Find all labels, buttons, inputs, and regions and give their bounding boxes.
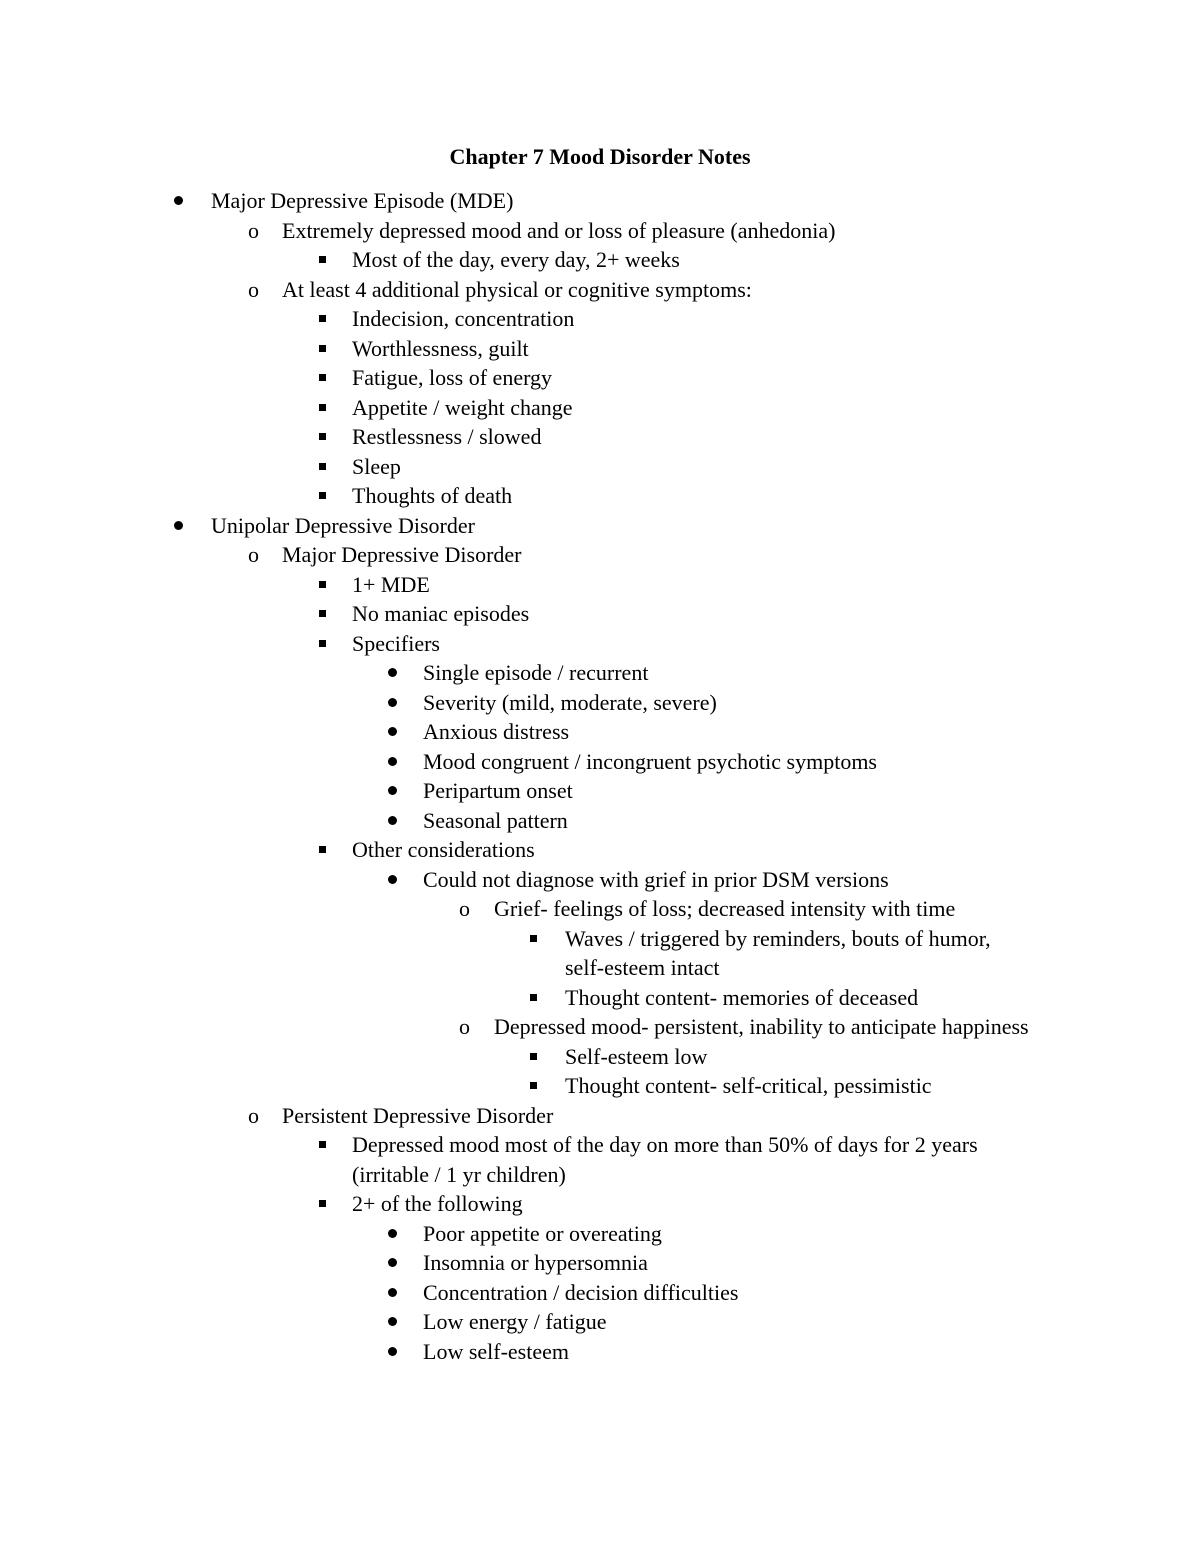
list-item: [0, 629, 1200, 659]
disc-bullet-icon: [174, 186, 183, 216]
disc-bullet-icon: [388, 1307, 397, 1337]
square-bullet-icon: [319, 599, 326, 629]
list-item: [0, 481, 1200, 511]
square-bullet-icon: [319, 363, 326, 393]
list-item: [0, 1071, 1200, 1101]
list-item-text: 1+ MDE: [352, 571, 430, 597]
page-title: Chapter 7 Mood Disorder Notes: [449, 144, 751, 169]
list-item-text: Poor appetite or overeating: [423, 1220, 662, 1246]
list-item: [0, 1189, 1200, 1219]
list-item: [0, 275, 1200, 305]
list-item-text: Thoughts of death: [352, 483, 513, 508]
list-item-text: 2+ of the following: [352, 1191, 523, 1216]
list-item: [0, 599, 1200, 629]
disc-bullet-icon: [388, 865, 397, 895]
list-item-text: Sleep: [352, 453, 401, 479]
list-item: [0, 1278, 1200, 1308]
disc-bullet-icon: [388, 747, 397, 777]
list-item: [0, 806, 1200, 836]
square-bullet-icon: [319, 570, 326, 600]
list-item-text: Seasonal pattern: [423, 807, 568, 833]
list-item: [0, 304, 1200, 334]
list-item: [0, 1219, 1200, 1249]
disc-bullet-icon: [388, 658, 397, 688]
list-item: [0, 1307, 1200, 1337]
list-item-text: Thought content- self-critical, pessimistic: [565, 1073, 932, 1098]
square-bullet-icon: [319, 452, 326, 482]
list-item: [0, 658, 1200, 688]
disc-bullet-icon: [388, 688, 397, 718]
list-item: [0, 835, 1200, 865]
list-item-text: Appetite / weight change: [352, 394, 573, 420]
list-item-text: Other considerations: [352, 837, 535, 862]
list-item: [0, 540, 1200, 570]
list-item-text: Specifiers: [352, 630, 440, 656]
square-bullet-icon: [530, 924, 537, 954]
circle-bullet-icon: o: [248, 1102, 259, 1128]
list-item-text: Major Depressive Disorder: [282, 542, 522, 567]
list-item-text: Severity (mild, moderate, severe): [423, 689, 717, 715]
list-item: [0, 570, 1200, 600]
list-item-text: Concentration / decision difficulties: [423, 1279, 739, 1305]
list-item-text: Low self-esteem: [423, 1338, 569, 1364]
list-item: [0, 1042, 1200, 1072]
list-item-text: No maniac episodes: [352, 601, 530, 626]
list-item-text: Mood congruent / incongruent psychotic symptoms: [423, 748, 877, 774]
list-item-text: Waves / triggered by reminders, bouts of humor, self-esteem intact: [565, 925, 991, 980]
list-item-text: Persistent Depressive Disorder: [282, 1102, 554, 1128]
notes-outline: [0, 186, 1200, 1366]
square-bullet-icon: [319, 422, 326, 452]
list-item: [0, 894, 1200, 924]
list-item-text: Insomnia or hypersomnia: [423, 1250, 648, 1275]
list-item-text: Extremely depressed mood and or loss of pleasure (anhedonia): [282, 217, 836, 243]
square-bullet-icon: [319, 334, 326, 364]
list-item-text: At least 4 additional physical or cognitive symptoms:: [282, 276, 752, 302]
square-bullet-icon: [319, 835, 326, 865]
list-item-text: Low energy / fatigue: [423, 1309, 607, 1334]
circle-bullet-icon: o: [459, 896, 470, 921]
list-item-text: Single episode / recurrent: [423, 660, 649, 685]
list-item: [0, 422, 1200, 452]
list-item: [0, 334, 1200, 364]
list-item: [0, 688, 1200, 718]
disc-bullet-icon: [388, 1248, 397, 1278]
list-item-text: Self-esteem low: [565, 1043, 708, 1069]
list-item-text: Unipolar Depressive Disorder: [211, 512, 475, 538]
list-item: [0, 363, 1200, 393]
square-bullet-icon: [530, 1042, 537, 1072]
list-item: [0, 924, 1200, 983]
list-item: [0, 1101, 1200, 1131]
square-bullet-icon: [319, 1189, 326, 1219]
list-item-text: Could not diagnose with grief in prior DSM versions: [423, 866, 889, 892]
disc-bullet-icon: [388, 1337, 397, 1367]
disc-bullet-icon: [388, 1219, 397, 1249]
square-bullet-icon: [319, 481, 326, 511]
list-item-text: Restlessness / slowed: [352, 424, 542, 449]
list-item-text: Anxious distress: [423, 719, 570, 744]
square-bullet-icon: [319, 1130, 326, 1160]
disc-bullet-icon: [388, 806, 397, 836]
square-bullet-icon: [319, 629, 326, 659]
list-item: [0, 1130, 1200, 1189]
list-item-text: Indecision, concentration: [352, 306, 575, 331]
list-item-text: Depressed mood- persistent, inability to anticipate happiness: [494, 1014, 1029, 1039]
list-item: [0, 865, 1200, 895]
list-item-text: Major Depressive Episode (MDE): [211, 188, 514, 213]
list-item: [0, 717, 1200, 747]
list-item: [0, 1012, 1200, 1042]
list-item: [0, 245, 1200, 275]
list-item: [0, 186, 1200, 216]
square-bullet-icon: [319, 304, 326, 334]
list-item: [0, 216, 1200, 246]
square-bullet-icon: [530, 983, 537, 1013]
list-item: [0, 452, 1200, 482]
square-bullet-icon: [319, 393, 326, 423]
disc-bullet-icon: [388, 717, 397, 747]
square-bullet-icon: [319, 245, 326, 275]
list-item: [0, 776, 1200, 806]
list-item-text: Thought content- memories of deceased: [565, 984, 919, 1010]
list-item-text: Most of the day, every day, 2+ weeks: [352, 247, 680, 272]
circle-bullet-icon: o: [248, 276, 259, 302]
list-item: [0, 983, 1200, 1013]
disc-bullet-icon: [388, 1278, 397, 1308]
list-item-text: Depressed mood most of the day on more than 50% of days for 2 years (irritable / 1 yr children): [352, 1132, 978, 1187]
list-item-text: Peripartum onset: [423, 778, 573, 803]
list-item-text: Worthlessness, guilt: [352, 335, 529, 361]
circle-bullet-icon: o: [248, 217, 259, 243]
list-item: [0, 1248, 1200, 1278]
circle-bullet-icon: o: [248, 542, 259, 567]
disc-bullet-icon: [388, 776, 397, 806]
list-item: [0, 1337, 1200, 1367]
list-item-text: Grief- feelings of loss; decreased intensity with time: [494, 896, 956, 921]
list-item: [0, 393, 1200, 423]
list-item: [0, 747, 1200, 777]
circle-bullet-icon: o: [459, 1014, 470, 1039]
square-bullet-icon: [530, 1071, 537, 1101]
list-item-text: Fatigue, loss of energy: [352, 365, 553, 390]
list-item: [0, 511, 1200, 541]
disc-bullet-icon: [174, 511, 183, 541]
